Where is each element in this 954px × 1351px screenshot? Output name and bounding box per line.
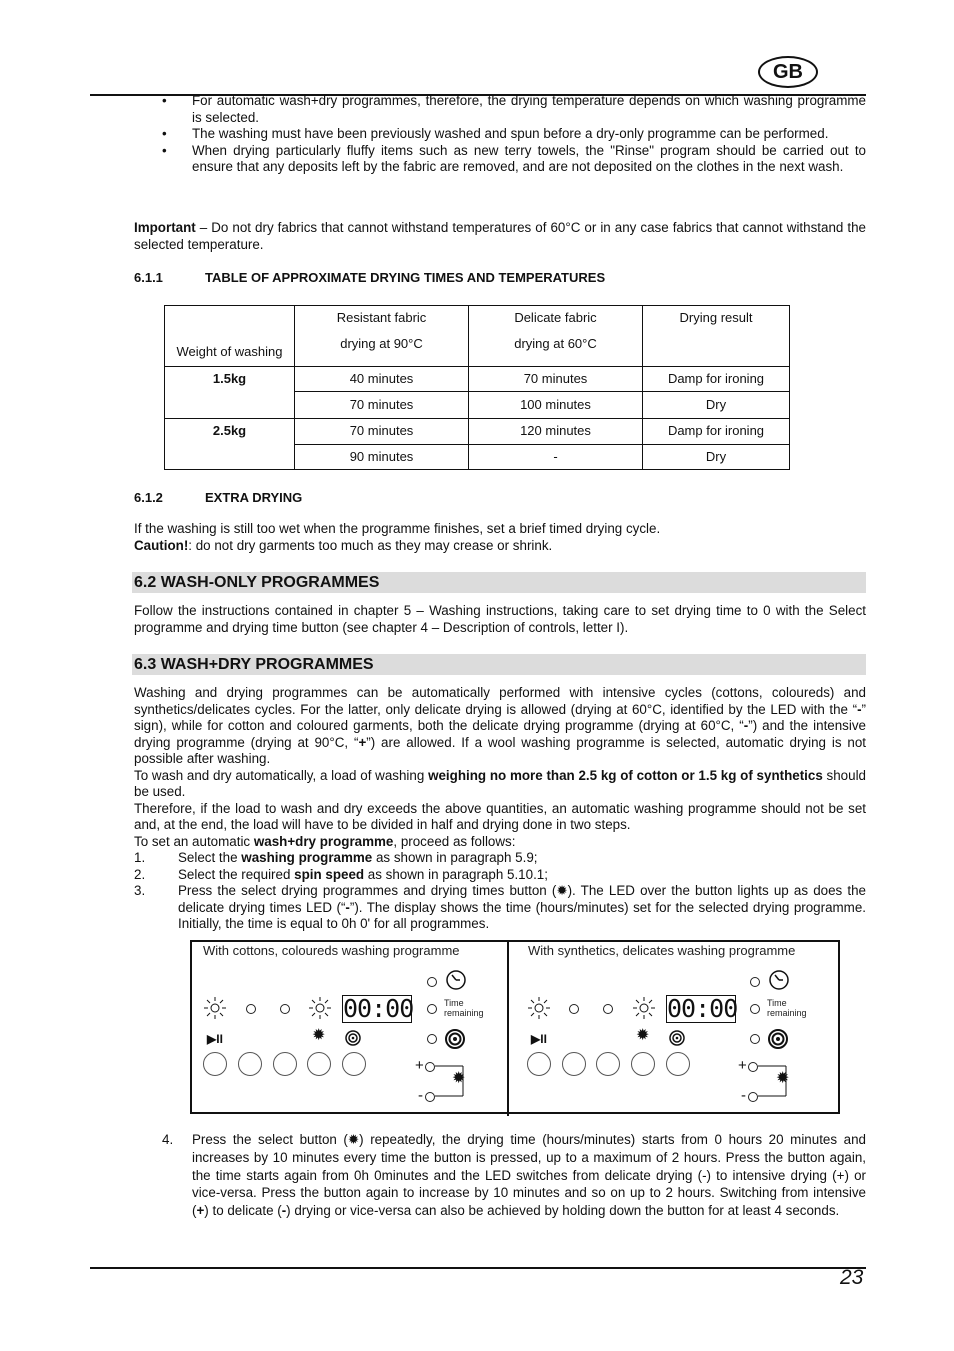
wash-dry-paragraph-1: Washing and drying programmes can be automatically performed with intensive cycles (cottons, coloureds) and synthetics/delicates cycles. For the latter, only delicate drying is allowed (drying at 60°C, identified by the LED with the “-” sign), while for cotton and coloured garments, both the delicate drying programme (drying at 60°C, “-”) and the intensive drying programme (drying at 90°C, “+”) are allowed. If a wool washing programme is selected, automatic drying is not possible after washing. <box>134 685 866 766</box>
header-result: Drying result <box>643 306 790 367</box>
header-resistant: Resistant fabric drying at 90°C <box>295 306 469 367</box>
table-row: 70 minutes 100 minutes Dry <box>165 392 790 419</box>
wash-only-text: Follow the instructions contained in chapter 5 – Washing instructions, taking care to set drying time to 0 with the Select programme and drying time button (see chapter 4 – Description of controls, letter I). <box>134 603 866 635</box>
table-header-row <box>165 306 790 367</box>
step-item: 2. Select the required spin speed as shown in paragraph 5.10.1; <box>134 866 548 882</box>
led-indicator <box>750 1004 760 1014</box>
led-indicator <box>425 1092 435 1102</box>
wash-dry-paragraph-2: To wash and dry automatically, a load of washing weighing no more than 2.5 kg of cotton or 1.5 kg of synthetics should be used. <box>134 767 866 799</box>
section-6-1-2-heading: 6.1.2 EXTRA DRYING <box>134 490 303 505</box>
led-indicator <box>569 1004 579 1014</box>
panel-button[interactable] <box>203 1052 227 1076</box>
bullet-list <box>162 93 866 176</box>
sun-icon <box>203 996 227 1020</box>
list-item: • The washing must have been previously washed and spun before a dry-only programme can be performed. <box>162 126 829 141</box>
led-indicator <box>603 1004 613 1014</box>
led-indicator <box>748 1092 758 1102</box>
header-delicate: Delicate fabric drying at 60°C <box>469 306 643 367</box>
play-pause-icon: ▶II <box>531 1032 547 1046</box>
step-4: 4. Press the select button (✹) repeatedly, the drying time (hours/minutes) starts from 0 hours 20 minutes and increases by 10 minutes every time the button is pressed, up to a maximum of 2 hours. Press the button again, the time starts again from 0h 0minutes and the LED switches from delicate drying (-) to intensive drying (+) or vice-versa. Press the button again to increase by 10 minutes and so on up to 2 hours. Switching from intensive (+) to delicate (-) drying or vice-versa can also be achieved by holding down the button for at least 4 seconds. <box>162 1132 866 1219</box>
sun-icon <box>632 996 656 1020</box>
clock-icon <box>445 969 467 991</box>
led-indicator <box>246 1004 256 1014</box>
minus-sign: - <box>741 1087 746 1104</box>
panel-button[interactable] <box>342 1052 366 1076</box>
list-item: • For automatic wash+dry programmes, therefore, the drying temperature depends on which washing programme is selected. <box>162 93 866 125</box>
panel-button[interactable] <box>666 1052 690 1076</box>
dry-select-icon: ✹ <box>636 1027 650 1044</box>
dry-select-icon: ✹ <box>776 1070 790 1087</box>
table-row: 90 minutes - Dry <box>165 445 790 470</box>
drying-times-table <box>164 305 790 470</box>
sun-icon <box>527 996 551 1020</box>
led-indicator <box>280 1004 290 1014</box>
header-weight: Weight of washing <box>165 306 295 367</box>
led-indicator <box>427 1034 437 1044</box>
panel-divider <box>507 940 509 1116</box>
section-6-3-heading: 6.3 WASH+DRY PROGRAMMES <box>132 654 866 675</box>
clock-icon <box>768 969 790 991</box>
led-indicator <box>748 1062 758 1072</box>
panel-left-title: With cottons, coloureds washing programme <box>203 943 460 958</box>
list-item: • When drying particularly fluffy items such as new terry towels, the "Rinse" program should be carried out to ensure that any deposits left by the fabric are removed, and are not deposited on the clothes in the next wash. <box>162 142 866 174</box>
table-row: 1.5kg 40 minutes 70 minutes Damp for ironing <box>165 367 790 392</box>
led-indicator <box>750 977 760 987</box>
spin-icon <box>345 1030 361 1046</box>
spin-icon <box>444 1028 466 1050</box>
plus-sign: + <box>415 1057 424 1074</box>
table-row: 2.5kg 70 minutes 120 minutes Damp for ironing <box>165 419 790 445</box>
spin-icon <box>767 1028 789 1050</box>
section-6-1-1-heading: 6.1.1 TABLE OF APPROXIMATE DRYING TIMES AND TEMPERATURES <box>134 270 606 285</box>
extra-drying-text: If the washing is still too wet when the programme finishes, set a brief timed drying cycle. Caution!: do not dry garments too much as they may crease or shrink. <box>134 521 661 553</box>
wash-dry-paragraph-4: To set an automatic wash+dry programme, proceed as follows: <box>134 833 516 849</box>
panel-button[interactable] <box>596 1052 620 1076</box>
panel-button[interactable] <box>562 1052 586 1076</box>
wash-dry-text <box>134 685 866 933</box>
dry-select-icon: ✹ <box>312 1027 326 1044</box>
wash-dry-paragraph-3: Therefore, if the load to wash and dry exceeds the above quantities, an automatic washing programme should not be set and, at the end, the load will have to be divided in half and drying done in two steps. <box>134 800 866 832</box>
time-display: 00:00 <box>667 994 738 1023</box>
language-badge: GB <box>758 56 818 88</box>
spin-icon <box>669 1030 685 1046</box>
plus-sign: + <box>738 1057 747 1074</box>
panel-button[interactable] <box>273 1052 297 1076</box>
panel-button[interactable] <box>527 1052 551 1076</box>
time-remaining-label: Time remaining <box>444 998 484 1018</box>
minus-sign: - <box>418 1087 423 1104</box>
step-item: 3. Press the select drying programmes and drying times button (✹). The LED over the button lights up as does the delicate drying times LED (“-”). The display shows the time (hours/minutes) set for the selected drying programme. Initially, the time is equal to 0h 0' for all programmes. <box>134 883 866 931</box>
time-remaining-label: Time remaining <box>767 998 807 1018</box>
led-indicator <box>427 977 437 987</box>
play-pause-icon: ▶II <box>207 1032 223 1046</box>
panel-button[interactable] <box>238 1052 262 1076</box>
dry-select-icon: ✹ <box>347 1132 360 1147</box>
led-indicator <box>427 1004 437 1014</box>
led-indicator <box>750 1034 760 1044</box>
footer-rule <box>90 1267 866 1269</box>
dry-select-icon: ✹ <box>556 883 568 898</box>
section-6-2-heading: 6.2 WASH-ONLY PROGRAMMES <box>132 572 866 593</box>
step-item: 1. Select the washing programme as shown in paragraph 5.9; <box>134 850 538 865</box>
panel-right-title: With synthetics, delicates washing programme <box>528 943 796 958</box>
important-note: Important – Do not dry fabrics that cannot withstand temperatures of 60°C or in any case fabrics that cannot withstand the selected temperature. <box>134 220 866 252</box>
time-display: 00:00 <box>343 994 414 1023</box>
page-number: 23 <box>840 1266 864 1289</box>
panel-button[interactable] <box>631 1052 655 1076</box>
panel-button[interactable] <box>307 1052 331 1076</box>
sun-icon <box>308 996 332 1020</box>
dry-select-icon: ✹ <box>452 1070 466 1087</box>
led-indicator <box>425 1062 435 1072</box>
